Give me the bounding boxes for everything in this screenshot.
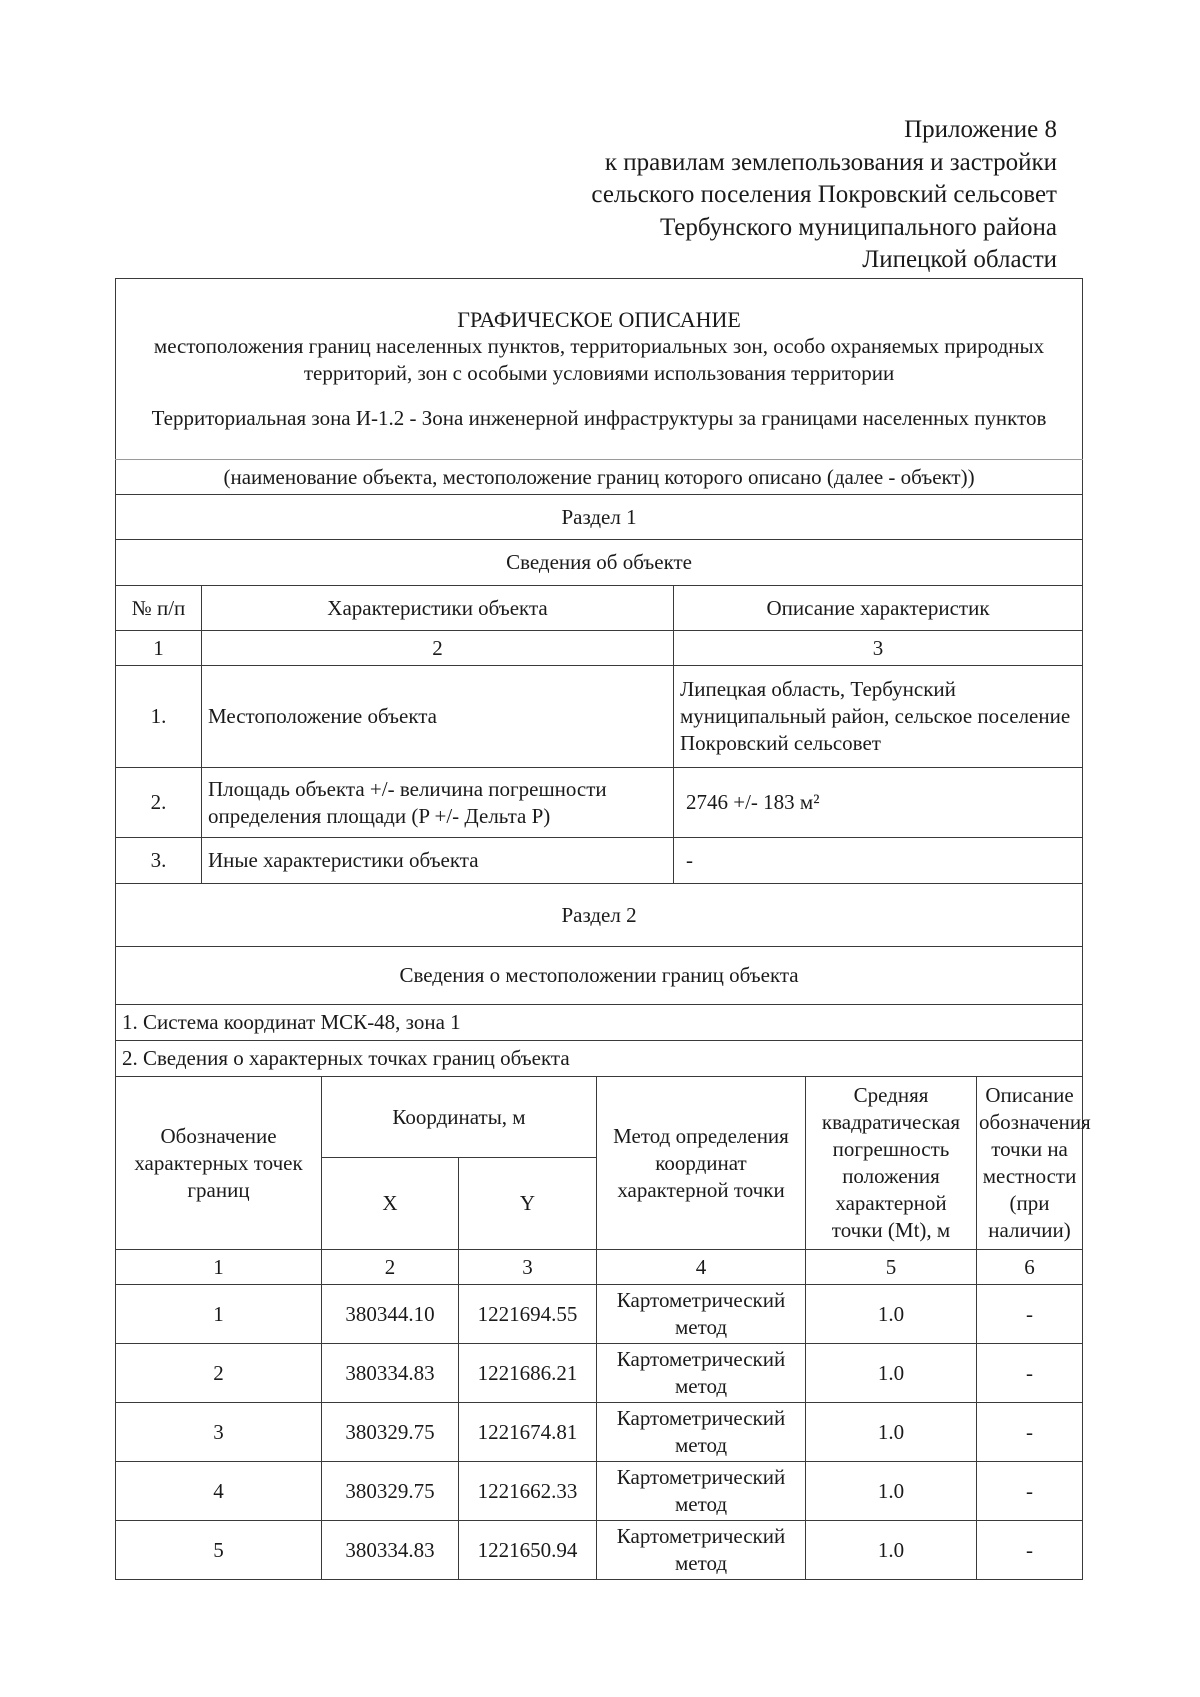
- point-id: 2: [116, 1344, 322, 1403]
- col-header-method: Метод определения координат характерной точки: [597, 1077, 806, 1250]
- col-header-point-description: Описание обозначения точки на местности (при наличии): [977, 1077, 1083, 1250]
- coord-system-row: [116, 1005, 1083, 1041]
- point-y: 1221694.55: [459, 1285, 597, 1344]
- object-caption-row: [116, 460, 1083, 495]
- section2-subtitle: Сведения о местоположении границ объекта: [116, 947, 1083, 1005]
- point-x: 380329.75: [322, 1403, 459, 1462]
- point-id: 5: [116, 1521, 322, 1580]
- appendix-line: Тербунского муниципального района: [659, 213, 1057, 241]
- point-method: Картометрический метод: [597, 1521, 806, 1580]
- col-header-num: № п/п: [116, 586, 202, 631]
- graphic-description-table: [115, 278, 1091, 1580]
- point-mt: 1.0: [806, 1344, 977, 1403]
- point-mt: 1.0: [806, 1285, 977, 1344]
- section1-title-row: [116, 495, 1083, 540]
- point-x: 380334.83: [322, 1344, 459, 1403]
- col-number: 2: [322, 1250, 459, 1285]
- object-caption: (наименование объекта, местоположение границ которого описано (далее - объект)): [116, 460, 1083, 495]
- point-desc: -: [977, 1521, 1083, 1580]
- col-header-description: Описание характеристик: [674, 586, 1083, 631]
- row-name: Иные характеристики объекта: [202, 838, 674, 884]
- col-number: 5: [806, 1250, 977, 1285]
- col-number: 6: [977, 1250, 1083, 1285]
- point-id: 4: [116, 1462, 322, 1521]
- point-mt: 1.0: [806, 1462, 977, 1521]
- points-header-row: [116, 1077, 1083, 1158]
- point-y: 1221650.94: [459, 1521, 597, 1580]
- table-row: [116, 1403, 1083, 1462]
- point-y: 1221662.33: [459, 1462, 597, 1521]
- point-x: 380329.75: [322, 1462, 459, 1521]
- col-number: 2: [202, 631, 674, 666]
- appendix-line: сельского поселения Покровский сельсовет: [591, 181, 1057, 208]
- col-number: 1: [116, 1250, 322, 1285]
- coord-system: 1. Система координат МСК-48, зона 1: [116, 1005, 1083, 1041]
- point-x: 380344.10: [322, 1285, 459, 1344]
- appendix-line: к правилам землепользования и застройки: [604, 148, 1057, 176]
- point-desc: -: [977, 1344, 1083, 1403]
- col-header-point: Обозначение характерных точек границ: [116, 1077, 322, 1250]
- points-caption-row: [116, 1041, 1083, 1077]
- point-desc: -: [977, 1403, 1083, 1462]
- col-number: 3: [674, 631, 1083, 666]
- col-number: 3: [459, 1250, 597, 1285]
- point-method: Картометрический метод: [597, 1344, 806, 1403]
- header-row: [116, 279, 1083, 460]
- col-number: 4: [597, 1250, 806, 1285]
- row-num: 3.: [116, 838, 202, 884]
- col-header-characteristic: Характеристики объекта: [202, 586, 674, 631]
- appendix-line: Липецкой области: [862, 246, 1057, 273]
- appendix-line: Приложение 8: [904, 116, 1057, 143]
- section2-title: Раздел 2: [116, 884, 1083, 947]
- point-y: 1221686.21: [459, 1344, 597, 1403]
- row-num: 2.: [116, 768, 202, 838]
- document-subtitle: местоположения границ населенных пунктов, территориальных зон, особо охраняемых природных территорий, зон с особыми условиями использования территории: [153, 334, 1045, 385]
- table-row: [116, 1344, 1083, 1403]
- appendix-block: [437, 114, 1057, 277]
- point-x: 380334.83: [322, 1521, 459, 1580]
- point-method: Картометрический метод: [597, 1285, 806, 1344]
- row-name: Местоположение объекта: [202, 666, 674, 768]
- point-desc: -: [977, 1285, 1083, 1344]
- row-value: Липецкая область, Тербунский муниципальный район, сельское поселение Покровский сельсовет: [674, 666, 1083, 768]
- table-row: [116, 838, 1083, 884]
- table-row: [116, 666, 1083, 768]
- section1-subtitle: Сведения об объекте: [116, 540, 1083, 586]
- point-id: 1: [116, 1285, 322, 1344]
- point-id: 3: [116, 1403, 322, 1462]
- section1-title: Раздел 1: [116, 495, 1083, 540]
- table-row: [116, 768, 1083, 838]
- zone-name: Территориальная зона И-1.2 - Зона инженерной инфраструктуры за границами населенных пунктов: [151, 406, 1047, 430]
- point-y: 1221674.81: [459, 1403, 597, 1462]
- row-value: -: [674, 838, 1083, 884]
- col-header-error: Средняя квадратическая погрешность положения характерной точки (Mt), м: [806, 1077, 977, 1250]
- section2-title-row: [116, 884, 1083, 947]
- point-method: Картометрический метод: [597, 1403, 806, 1462]
- point-desc: -: [977, 1462, 1083, 1521]
- points-number-row: [116, 1250, 1083, 1285]
- header-cell: [116, 279, 1083, 460]
- section2-subtitle-row: [116, 947, 1083, 1005]
- table-row: [116, 1462, 1083, 1521]
- table-row: [116, 1521, 1083, 1580]
- point-method: Картометрический метод: [597, 1462, 806, 1521]
- row-value: 2746 +/- 183 м²: [674, 768, 1083, 838]
- col-header-coords: Координаты, м: [322, 1077, 597, 1158]
- row-name: Площадь объекта +/- величина погрешности определения площади (P +/- Дельта P): [202, 768, 674, 838]
- section1-number-row: [116, 631, 1083, 666]
- section1-header-row: [116, 586, 1083, 631]
- point-mt: 1.0: [806, 1403, 977, 1462]
- col-header-x: X: [322, 1158, 459, 1250]
- points-caption: 2. Сведения о характерных точках границ объекта: [116, 1041, 1083, 1077]
- table-row: [116, 1285, 1083, 1344]
- col-number: 1: [116, 631, 202, 666]
- row-num: 1.: [116, 666, 202, 768]
- col-header-y: Y: [459, 1158, 597, 1250]
- document-title: ГРАФИЧЕСКОЕ ОПИСАНИЕ: [457, 307, 741, 332]
- section1-subtitle-row: [116, 540, 1083, 586]
- point-mt: 1.0: [806, 1521, 977, 1580]
